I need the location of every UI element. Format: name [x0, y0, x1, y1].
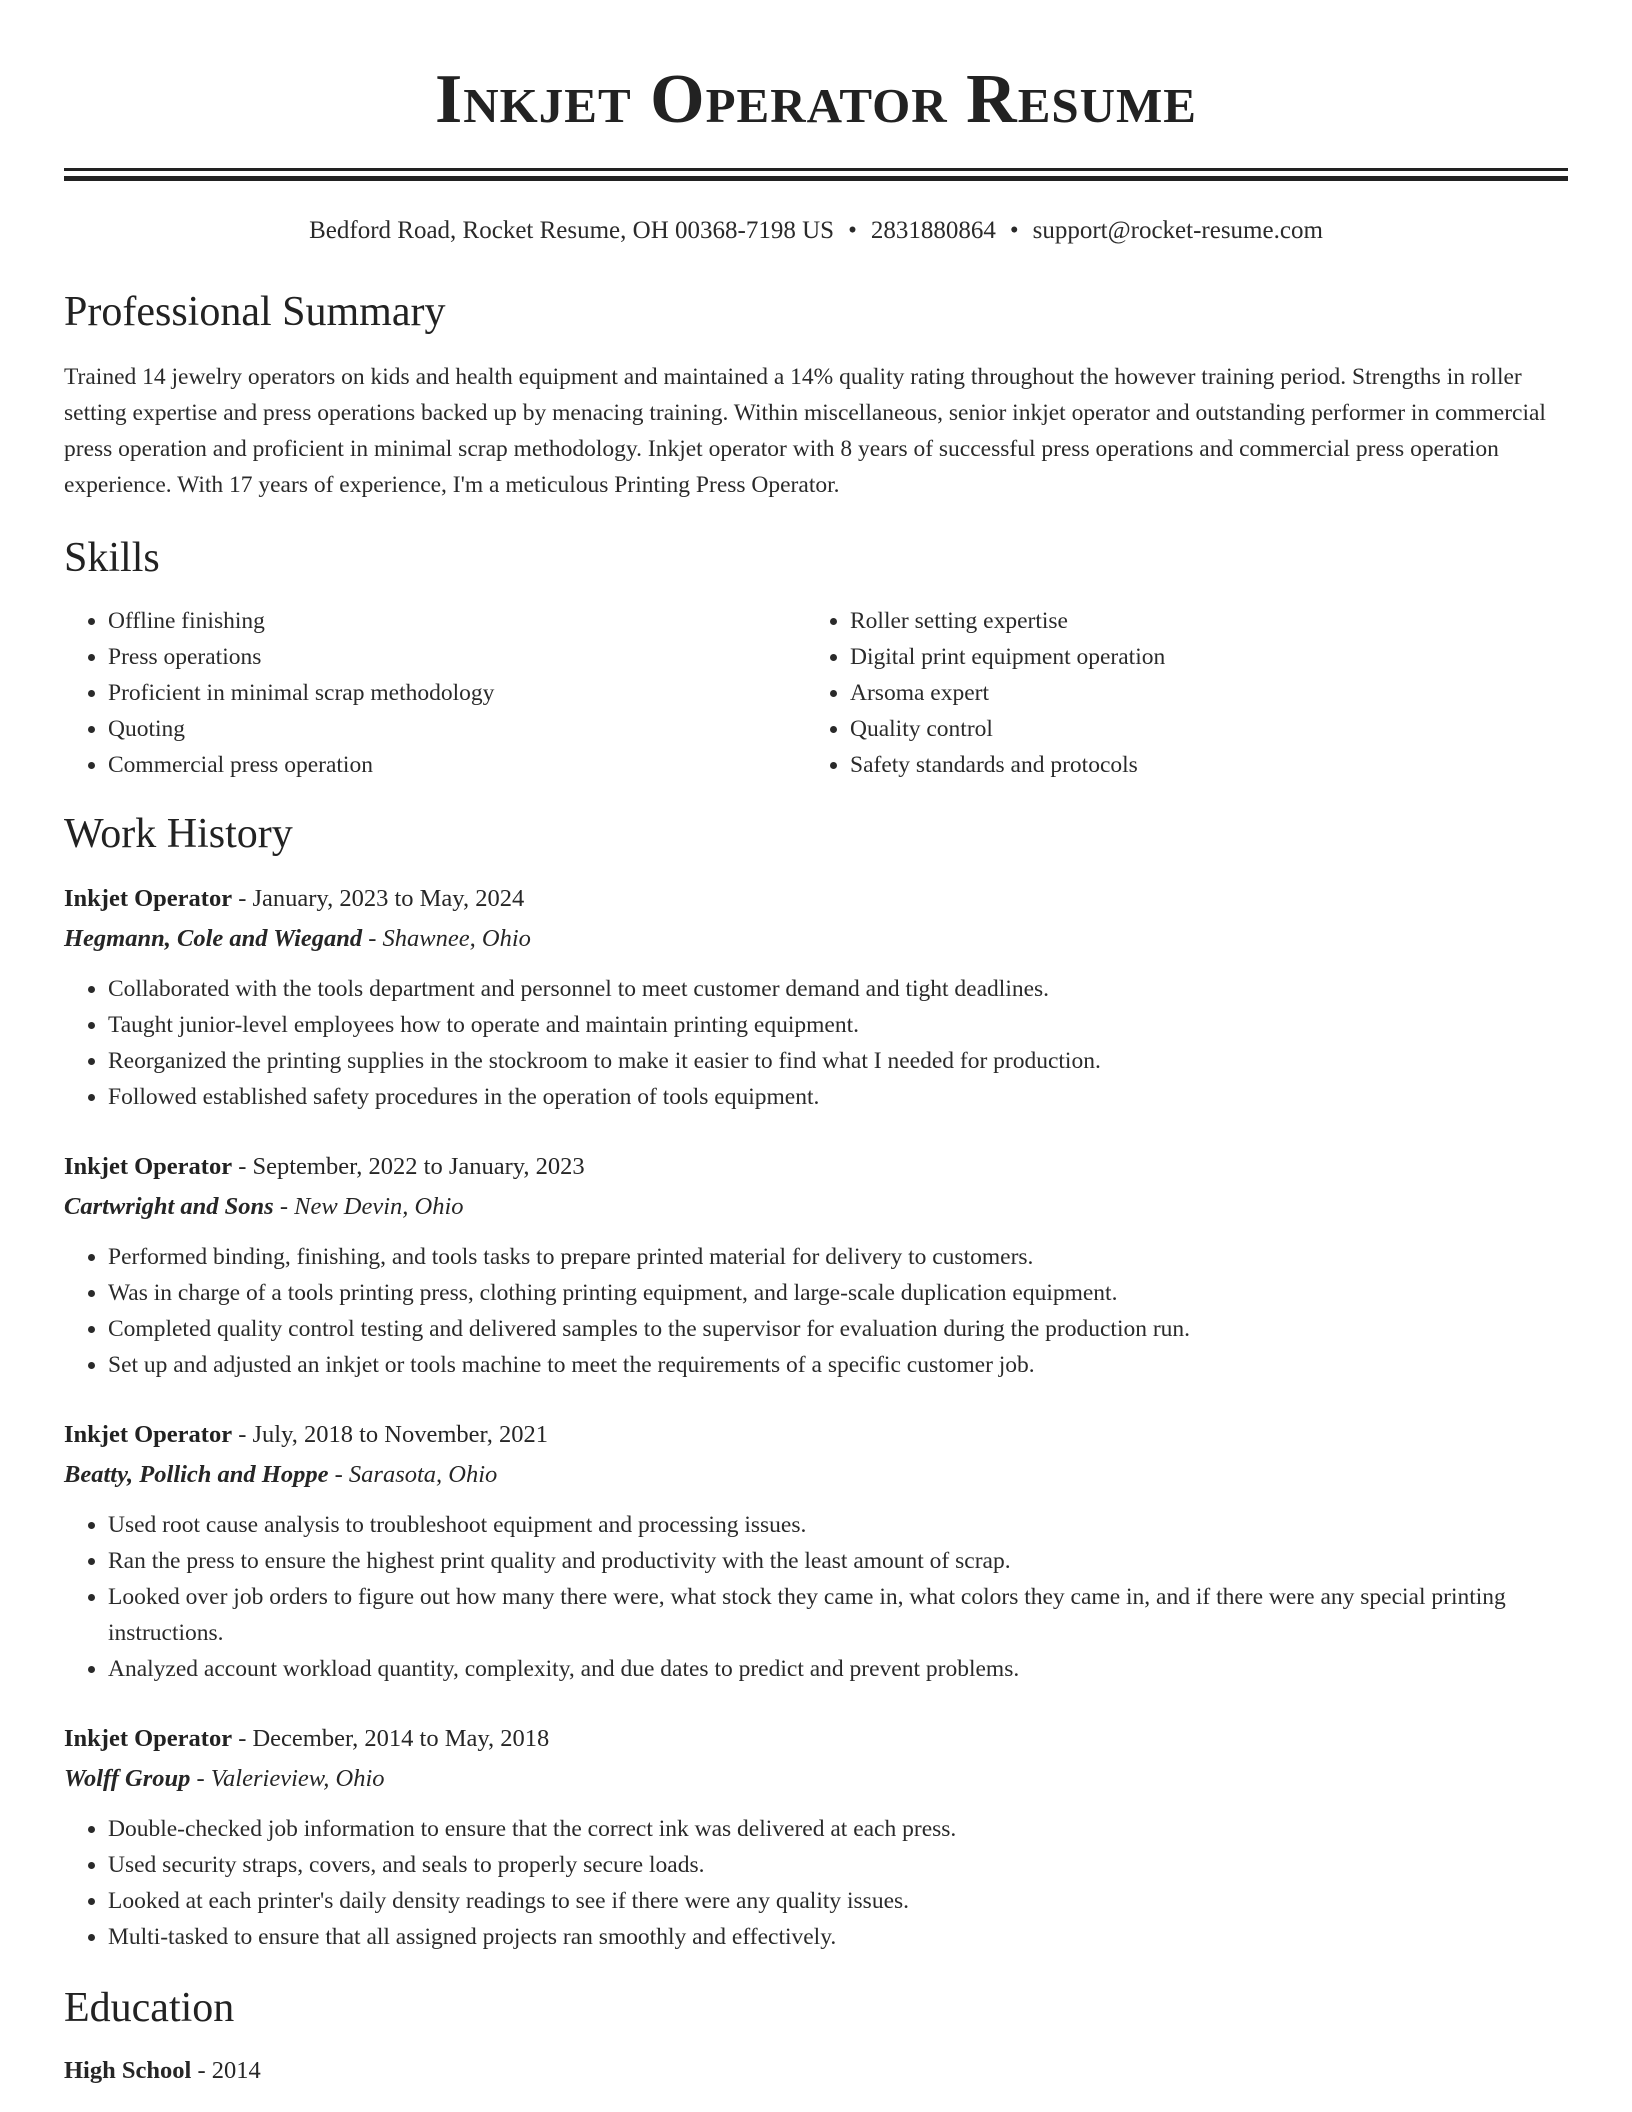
job-title: Inkjet Operator	[64, 1153, 233, 1180]
job-entry	[64, 1149, 1568, 1383]
job-location: - Valerieview, Ohio	[190, 1765, 385, 1792]
job-company-line	[64, 1761, 1568, 1797]
job-bullets	[64, 1811, 1568, 1955]
job-bullet: • Taught junior-level employees how to operate and maintain printing equipment.	[108, 1007, 1568, 1043]
job-bullet: • Analyzed account workload quantity, complexity, and due dates to predict and prevent problems.	[108, 1651, 1568, 1687]
contact-phone: 2831880864	[870, 217, 996, 244]
job-entry	[64, 1417, 1568, 1687]
work-history-heading: Work History	[64, 811, 293, 857]
skills-column-left	[64, 603, 806, 783]
job-location: - Shawnee, Ohio	[362, 925, 531, 952]
job-entry	[64, 881, 1568, 1115]
skill-item: • Offline finishing	[108, 603, 806, 639]
job-company: Wolff Group	[64, 1765, 191, 1792]
title-rule-top	[64, 168, 1568, 171]
job-title: Inkjet Operator	[64, 1725, 233, 1752]
job-company: Beatty, Pollich and Hoppe	[64, 1461, 329, 1488]
resume-page	[64, 0, 1568, 2089]
contact-line	[64, 215, 1568, 247]
job-bullet: • Was in charge of a tools printing press, clothing printing equipment, and large-scale duplication equipment.	[108, 1275, 1568, 1311]
skill-item: • Proficient in minimal scrap methodology	[108, 675, 806, 711]
job-bullet: • Multi-tasked to ensure that all assigned projects ran smoothly and effectively.	[108, 1919, 1568, 1955]
skill-item: • Arsoma expert	[850, 675, 1550, 711]
job-location: - New Devin, Ohio	[273, 1193, 464, 1220]
job-title-line	[64, 881, 1568, 917]
job-company: Hegmann, Cole and Wiegand	[64, 925, 363, 952]
skill-item: • Digital print equipment operation	[850, 639, 1550, 675]
page-title: Inkjet Operator Resume	[435, 61, 1197, 138]
job-dates: - December, 2014 to May, 2018	[232, 1725, 550, 1752]
job-bullet: • Used root cause analysis to troubleshoot equipment and processing issues.	[108, 1507, 1568, 1543]
contact-separator: •	[848, 217, 857, 244]
job-title: Inkjet Operator	[64, 885, 233, 912]
contact-address: Bedford Road, Rocket Resume, OH 00368-7198 US	[309, 217, 835, 244]
skills-heading: Skills	[64, 535, 160, 581]
title-rule-bottom	[64, 176, 1568, 181]
job-bullet: • Performed binding, finishing, and tools tasks to prepare printed material for delivery to customers.	[108, 1239, 1568, 1275]
job-company-line	[64, 1457, 1568, 1493]
job-dates: - January, 2023 to May, 2024	[232, 885, 525, 912]
job-bullet: • Double-checked job information to ensure that the correct ink was delivered at each press.	[108, 1811, 1568, 1847]
skill-item: • Quality control	[850, 711, 1550, 747]
skill-item: • Quoting	[108, 711, 806, 747]
skills-column-right	[806, 603, 1550, 783]
education-heading: Education	[64, 1985, 235, 2031]
job-bullet: • Looked at each printer's daily density readings to see if there were any quality issues.	[108, 1883, 1568, 1919]
contact-email: support@rocket-resume.com	[1032, 217, 1323, 244]
education-entry	[64, 2053, 1568, 2089]
job-bullets	[64, 971, 1568, 1115]
education-year: - 2014	[191, 2057, 261, 2084]
job-company-line	[64, 1189, 1568, 1225]
job-title-line	[64, 1149, 1568, 1185]
job-entry	[64, 1721, 1568, 1955]
job-location: - Sarasota, Ohio	[328, 1461, 498, 1488]
job-bullet: • Followed established safety procedures in the operation of tools equipment.	[108, 1079, 1568, 1115]
job-bullet: • Used security straps, covers, and seals to properly secure loads.	[108, 1847, 1568, 1883]
job-company-line	[64, 921, 1568, 957]
job-title-line	[64, 1417, 1568, 1453]
skill-item: • Safety standards and protocols	[850, 747, 1550, 783]
job-bullet: • Ran the press to ensure the highest print quality and productivity with the least amount of scrap.	[108, 1543, 1568, 1579]
job-title-line	[64, 1721, 1568, 1757]
contact-separator: •	[1009, 217, 1019, 244]
education-degree: High School	[64, 2057, 192, 2084]
job-company: Cartwright and Sons	[64, 1193, 274, 1220]
job-bullets	[64, 1507, 1568, 1687]
job-dates: - September, 2022 to January, 2023	[232, 1153, 585, 1180]
summary-heading: Professional Summary	[64, 289, 446, 335]
job-bullet: • Set up and adjusted an inkjet or tools machine to meet the requirements of a specific customer job.	[108, 1347, 1568, 1383]
skill-item: • Press operations	[108, 639, 806, 675]
job-bullet: • Completed quality control testing and delivered samples to the supervisor for evaluation during the production run.	[108, 1311, 1568, 1347]
skills-list	[64, 603, 1568, 783]
job-title: Inkjet Operator	[64, 1421, 233, 1448]
job-bullets	[64, 1239, 1568, 1383]
job-bullet: • Reorganized the printing supplies in the stockroom to make it easier to find what I needed for production.	[108, 1043, 1568, 1079]
skill-item: • Roller setting expertise	[850, 603, 1550, 639]
job-bullet: • Looked over job orders to figure out how many there were, what stock they came in, what colors they came in, and if there were any special printing instructions.	[108, 1579, 1568, 1651]
summary-text: Trained 14 jewelry operators on kids and health equipment and maintained a 14% quality rating throughout the however training period. Strengths in roller setting expertise and press operations backed up by menacing training. Within miscellaneous, senior inkjet operator and outstanding performer in commercial press operation and proficient in minimal scrap methodology. Inkjet operator with 8 years of successful press operations and commercial press operation experience. With 17 years of experience, I'm a meticulous Printing Press Operator.	[64, 364, 1546, 498]
job-bullet: • Collaborated with the tools department and personnel to meet customer demand and tight deadlines.	[108, 971, 1568, 1007]
job-dates: - July, 2018 to November, 2021	[232, 1421, 548, 1448]
skill-item: • Commercial press operation	[108, 747, 806, 783]
